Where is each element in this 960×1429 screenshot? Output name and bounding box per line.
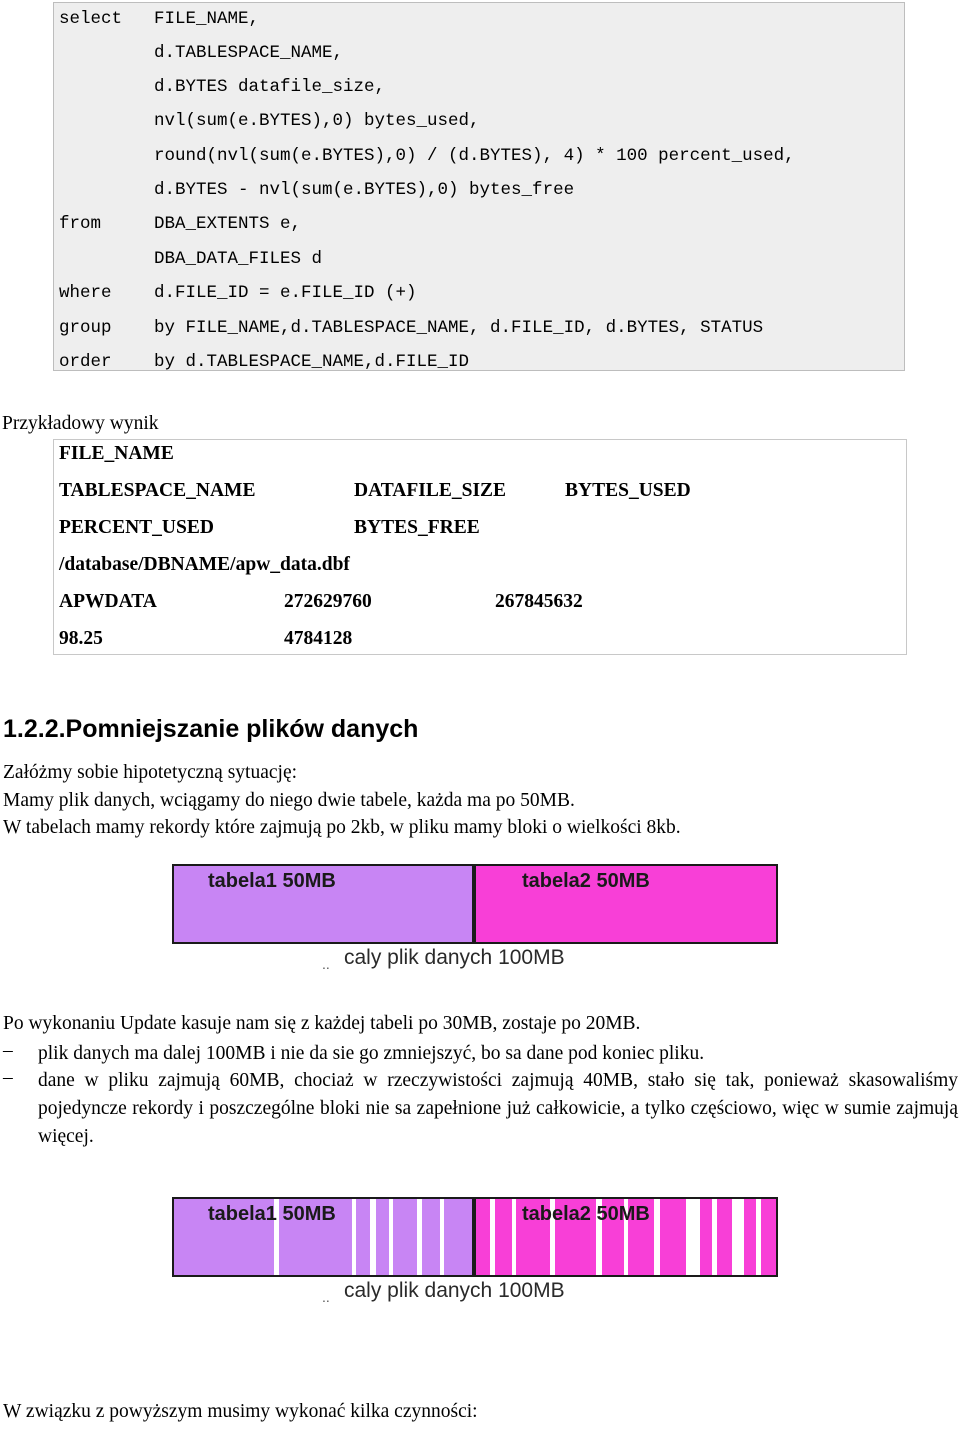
- free-block: [512, 1199, 516, 1275]
- free-block: [417, 1199, 422, 1275]
- header-datafile-size: DATAFILE_SIZE: [354, 480, 507, 501]
- value-bytes-free: 4784128: [284, 628, 353, 649]
- closing-paragraph: W związku z powyższym musimy wykonać kilka czynności:: [3, 1401, 478, 1422]
- table2-segment: [474, 864, 778, 944]
- sql-code-block: select FILE_NAME, d.TABLESPACE_NAME, d.BYTES datafile_size, nvl(sum(e.BYTES),0) bytes_used, round(nvl(sum(e.BYTES),0) / (d.BYTES), 4) * 100 percent_used, d.BYTES - nvl(sum(e.BYTES),0) bytes_free from DBA_EXTENTS e, DBA_DATA_FILES d where d.FILE_ID = e.FILE_ID (+) group by FILE_NAME,d.TABLESPACE_NAME, d.FILE_ID, d.BYTES, STATUS order by d.TABLESPACE_NAME,d.FILE_ID: [53, 2, 905, 371]
- diagram-caption: caly plik danych 100MB: [344, 1279, 565, 1302]
- table1-label: tabela1 50MB: [208, 1203, 336, 1225]
- header-bytes-used: BYTES_USED: [565, 480, 691, 501]
- diagram-caption: caly plik danych 100MB: [344, 946, 565, 969]
- table1-segment: [172, 864, 474, 944]
- table2-segment: [474, 1197, 778, 1277]
- header-percent-used: PERCENT_USED: [59, 517, 214, 538]
- caption-dots: ..: [322, 956, 330, 972]
- table1-label: tabela1 50MB: [208, 870, 336, 892]
- free-block: [440, 1199, 444, 1275]
- free-block: [654, 1199, 660, 1275]
- table2-label: tabela2 50MB: [522, 870, 650, 892]
- value-file-path: /database/DBNAME/apw_data.dbf: [59, 554, 350, 575]
- header-tablespace-name: TABLESPACE_NAME: [59, 480, 256, 501]
- free-block: [732, 1199, 744, 1275]
- free-block: [389, 1199, 393, 1275]
- bullet-text: plik danych ma dalej 100MB i nie da sie go zmniejszyć, bo sa dane pod koniec pliku.: [38, 1043, 705, 1064]
- datafile-diagram-before: [172, 864, 778, 944]
- free-block: [712, 1199, 717, 1275]
- paragraph-line: W tabelach mamy rekordy które zajmują po 2kb, w pliku mamy bloki o wielkości 8kb.: [3, 817, 681, 838]
- value-bytes-used: 267845632: [495, 591, 583, 612]
- table1-segment: [172, 1197, 474, 1277]
- sample-result-block: [53, 439, 907, 655]
- bullet-text: dane w pliku zajmują 60MB, chociaż w rzeczywistości zajmują 40MB, stało się tak, ponieważ skasowaliśmy pojedyncze rekordy i poszczególne bloki nie sa zapełnione już całkowicie, a tylko częściowo, więc w sumie zajmują więcej.: [38, 1070, 958, 1147]
- free-block: [686, 1199, 700, 1275]
- header-bytes-free: BYTES_FREE: [354, 517, 480, 538]
- free-block: [490, 1199, 495, 1275]
- bullet-dash: –: [3, 1040, 13, 1061]
- caption-dots: ..: [322, 1289, 330, 1305]
- header-file-name: FILE_NAME: [59, 443, 174, 464]
- value-datafile-size: 272629760: [284, 591, 372, 612]
- free-block: [352, 1199, 356, 1275]
- result-label: Przykładowy wynik: [2, 413, 159, 434]
- value-percent-used: 98.25: [59, 628, 103, 649]
- section-heading: 1.2.2.Pomniejszanie plików danych: [3, 715, 419, 743]
- paragraph-line: Załóżmy sobie hipotetyczną sytuację:: [3, 762, 298, 783]
- table2-label: tabela2 50MB: [522, 1203, 650, 1225]
- datafile-diagram-after: [172, 1197, 778, 1277]
- bullet-dash: –: [3, 1067, 13, 1088]
- value-tablespace: APWDATA: [59, 591, 157, 612]
- free-block: [756, 1199, 761, 1275]
- paragraph-update: Po wykonaniu Update kasuje nam się z każdej tabeli po 30MB, zostaje po 20MB.: [3, 1013, 641, 1034]
- free-block: [370, 1199, 376, 1275]
- paragraph-line: Mamy plik danych, wciągamy do niego dwie tabele, każda ma po 50MB.: [3, 790, 575, 811]
